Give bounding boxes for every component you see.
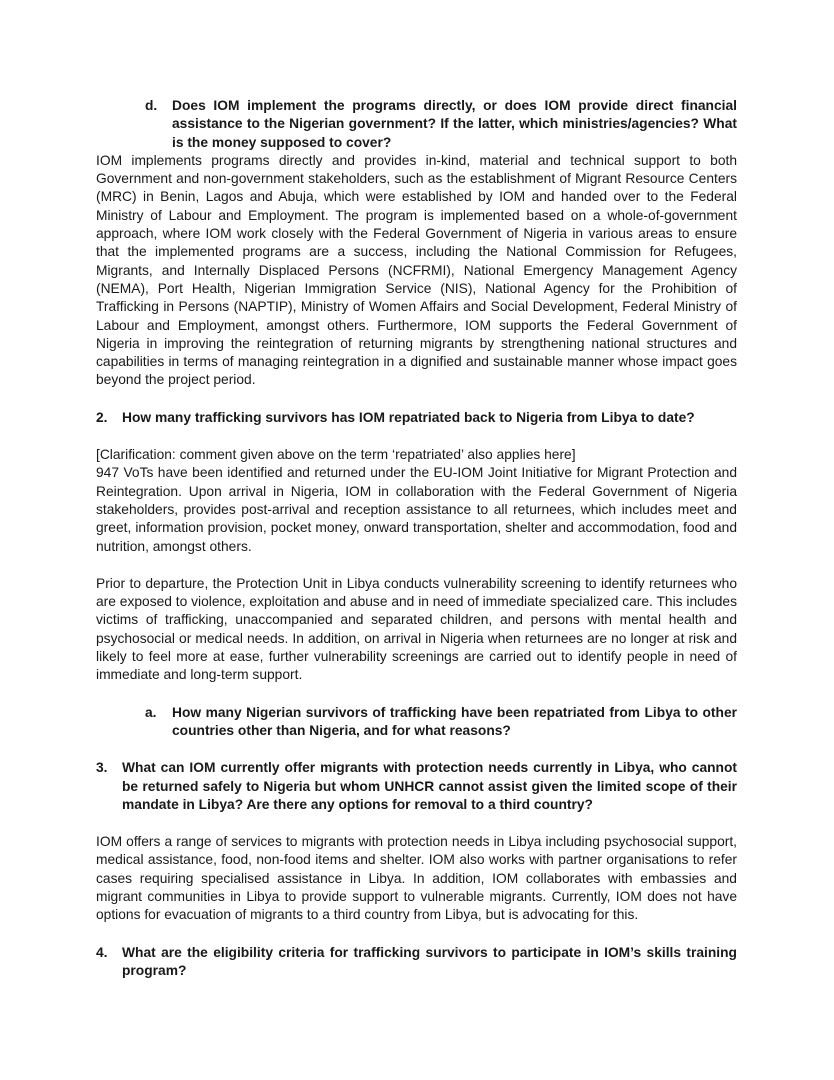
question-3-marker: 3. [96,760,108,776]
question-2-marker: 2. [96,409,108,425]
answer-paragraph-q2-1: 947 VoTs have been identified and returned under the EU-IOM Joint Initiative for Migrant Protection and Reintegration. Upon arrival in Nigeria, IOM in collaboration with the Federal Government of Nigeria stakeholders, provides post-arrival and reception assistance to all returnees, which includes meet and greet, information provision, pocket money, onward transportation, shelter and accommodation, food and nutrition, amongst others. [96,465,737,554]
clarification-note: [Clarification: comment given above on the term ‘repatriated’ also applies here] [96,447,576,463]
answer-paragraph-q3: IOM offers a range of services to migrants with protection needs in Libya including psychosocial support, medical assistance, food, non-food items and shelter. IOM also works with partner organisations to refer cases requiring specialised assistance in Libya. In addition, IOM collaborates with embassies and migrant communities in Libya to provide support to vulnerable migrants. Currently, IOM does not have options for evacuation of migrants to a third country from Libya, but is advocating for this. [96,834,737,923]
sub-question-a [145,704,737,741]
sub-question-d [145,97,737,152]
sub-question-d-text: Does IOM implement the programs directly, or does IOM provide direct financial assistance to the Nigerian government? If the latter, which ministries/agencies? What is the money supposed to cover? [172,98,737,150]
question-2 [96,409,737,427]
question-2-text: How many trafficking survivors has IOM repatriated back to Nigeria from Libya to date? [122,409,695,425]
sub-question-d-marker: d. [145,98,158,113]
question-3-text: What can IOM currently offer migrants with protection needs currently in Libya, who cannot be returned safely to Nigeria but whom UNHCR cannot assist given the limited scope of their mandate in Libya? Are there any options for removal to a third country? [122,760,737,812]
answer-paragraph-d: IOM implements programs directly and provides in-kind, material and technical support to both Government and non-government stakeholders, such as the establishment of Migrant Resource Centers (MRC) in Benin, Lagos and Abuja, which were established by IOM and handed over to the Federal Ministry of Labour and Employment. The program is implemented based on a whole-of-government approach, where IOM work closely with the Federal Government of Nigeria in various areas to ensure that the implemented programs are a success, including the National Commission for Refugees, Migrants, and Internally Displaced Persons (NCFRMI), National Emergency Management Agency (NEMA), Port Health, Nigerian Immigration Service (NIS), National Agency for the Prohibition of Trafficking in Persons (NAPTIP), Ministry of Women Affairs and Social Development, Federal Ministry of Labour and Employment, amongst others. Furthermore, IOM supports the Federal Government of Nigeria in improving the reintegration of returning migrants by strengthening national structures and capabilities in terms of managing reintegration in a dignified and sustainable manner whose impact goes beyond the project period. [96,152,737,388]
question-4-text: What are the eligibility criteria for trafficking survivors to participate in IOM’s skills training program? [122,944,737,978]
answer-paragraph-q2-2: Prior to departure, the Protection Unit in Libya conducts vulnerability screening to identify returnees who are exposed to violence, exploitation and abuse and in need of immediate specialized care. This includes victims of trafficking, unaccompanied and separated children, and persons with mental health and psychosocial or medical needs. In addition, on arrival in Nigeria when returnees are no longer at risk and likely to feel more at ease, further vulnerability screenings are carried out to identify people in need of immediate and long-term support. [96,575,737,683]
question-3 [96,759,737,814]
question-4-marker: 4. [96,944,108,960]
sub-question-a-text: How many Nigerian survivors of trafficking have been repatriated from Libya to other countries other than Nigeria, and for what reasons? [172,704,737,738]
sub-question-a-marker: a. [145,704,157,720]
question-4 [96,944,737,981]
